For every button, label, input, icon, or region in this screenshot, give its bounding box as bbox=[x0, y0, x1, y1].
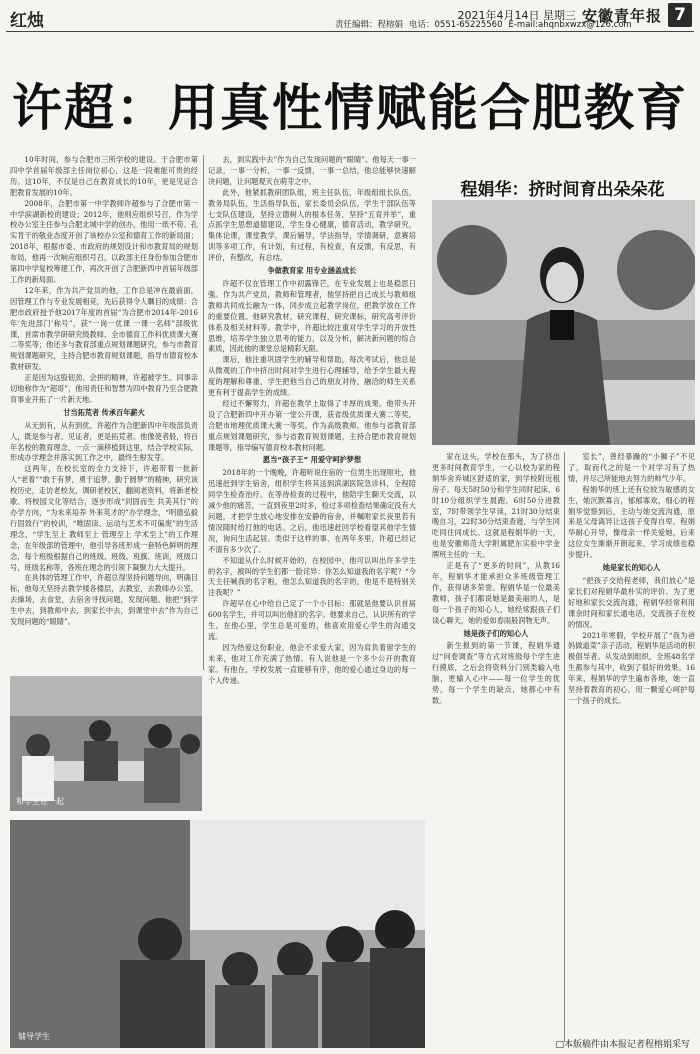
article-column-2 bbox=[208, 155, 416, 815]
photo-caption: 和学生在一起 bbox=[16, 797, 64, 806]
section-label: 红烛 bbox=[10, 11, 44, 31]
subheading: 愿当“孩子王” 用爱守呵护梦想 bbox=[262, 455, 362, 465]
classroom-photo-image bbox=[10, 676, 202, 811]
paragraph: 去，到实践中去”作为自己发现问题的“眼睛”。他每天一事一记录，一事一分析，一事一反馈，一事一总结，他总能够快速解决问题，让问题观灭在萌芽之中。 bbox=[208, 155, 416, 186]
paragraph: 此外，他紧抓教研团队组，班主任队伍，年级组组长队伍，教务局队伍，生活指导队伍，家长委员会队伍，学生干部队伍等七支队伍建设，坚持立德树人的根本任务，坚持“五育并举”，重点抓学生思想道德建设，学生身心健康，德育活动，教学研究，集体论课，课堂教学，课后辅导，学法指导，学情调研，意赛培训等多项工作，有计划，有过程，有检查，有反馈，有反思，有评价，有整改，有总结。 bbox=[208, 187, 416, 263]
paragraph: 10年时间，参与合肥市三所学校的建设。于合肥市第四中学首届年级部主任岗位初心，这是一段难能可贵的经历。这10年，不仅是自己在教育成长的10年，更是见证合肥教育发展的10年。 bbox=[10, 155, 198, 197]
paragraph: 正是因为这股韧劲、会拼的精神，许超被学生、同事亲切地称作为“超哥”，他用责任和智慧为四中教育乃至合肥教育事业开拓了一片新天地。 bbox=[10, 373, 198, 404]
subheading: 争做教育家 用专业涵盖成长 bbox=[267, 266, 357, 276]
paragraph: 12年来，作为共产党员的他，工作总是冲在最前面，因管理工作与专业发展相竞，先后获得令人瞩目的成绩：合肥市政府授予他2017年度的首届“为合肥市2014年-2016年‘先进部门’称号”，获“一岗一优课 一课一名师”部级优课，首席市教学研研究级教师、全市德育工作科优质课大赛二等奖等；他还多与教育部重点规划课题研究，参与市教育规划课题研究，主持合肥市教育规划课题，指导市德育校本教材研发。 bbox=[10, 285, 198, 372]
paragraph: 家在这头，学校在那头，为了挤出更多时间教育学生，一心以校为家的程娟华舍弃城区舒适的家，到学校附近租房子。每天5时50分和学生同时起床，6时10分组织学生晨跑，6时50分进教室，7时带领学生早读，21时30分结束晚自习，22时30分结束查寝，与学生同吃同住同成长。这就是程娟华的一天，也是安徽师范大学附属肥东实验中学金牌班主任的一天。 bbox=[432, 452, 560, 560]
article-column-1 bbox=[10, 155, 198, 672]
subheading: 她是家长的知心人 bbox=[602, 563, 661, 573]
paragraph: 许超不仅在管理工作中初露锋芒，在专业发展上也是稳思日强。作为共产党员，教师和管理者，他坚持把自己成长与教师组教师共同成长融为一体，同步成立起教学岗位，把教学放在工作的重要位置。他研究教材，研究课程，研究课标，研究高考评价体系及相关材料等。教学中，许超比较注重对学生学习的开放性思维，培养学生独立思考的能力，以及分析，解决新问题的综合素质，因此他的课堂总是精彩无限。 bbox=[208, 278, 416, 354]
page-number: 7 bbox=[668, 3, 692, 27]
subheading: 甘当拓荒者 传承百年薪火 bbox=[63, 407, 145, 417]
paragraph: “把孩子交给程老师，我们放心”是家长们对程娟华最朴实的评价。为了更好地和家长交流沟通，程娟华经常利用课余时间和家长通电话，交流孩子在校的情况。 bbox=[568, 575, 695, 629]
sidebar-title: 程娟华：挤时间育出朵朵花 bbox=[460, 180, 665, 200]
paragraph: 在具体的管理工作中，许超总得坚持问题导向，明确目标，他每天坚持去教学楼各楼层，去教室，去教师办公室，去操场，去食堂，去宿舍寻找问题，发现问题。他把“到学生中去，到教师中去，到家长中去，到课堂中去”作为自己发现问题的“眼睛”。 bbox=[10, 573, 198, 627]
photo-classroom bbox=[10, 676, 202, 811]
paragraph: 经过不懈努力，许超在教学上取得了丰厚的成果。他带头开设了合肥新四中开办第一堂公开课，获省级优质课大赛二等奖，合肥市地理优质课大赛一等奖。作为高级教师，他参与省教育部重点规划课题研究，参与省教育规划课题，主持合肥市教育规划课题等，指导编写德育校本教材问题。 bbox=[208, 398, 416, 452]
paragraph: 正是有了“更多的时间”，从教16年，程娟华才能承担众多班级管理工作，获得诸多荣誉。程娟华是一位最美教师，孩子们都说她是最美丽的人，是每一个孩子的知心人，她经常跟孩子们谈心聊天，她的爱如春雨般润物无声。 bbox=[432, 561, 560, 625]
photo-tutoring bbox=[10, 820, 425, 1048]
portrait-photo-image bbox=[432, 200, 695, 445]
paragraph: 新生报到的第一节课，程娟华通过“问卷调查”等方式对班级每个学生进行摸底，之后会将资料分门别类输入电脑，更输入心中——每一位学生的优势，每一个学生的缺点，她都心中有数。 bbox=[432, 641, 560, 705]
paragraph: 因为热爱这份职业，他会不求爱大家，因为肩负着留学生的未来，他对工作充满了热情。有人说他是一个多少公开的教育家。有他在，学校发展一直能够有序，他的爱心通过身边的每一个人传递。 bbox=[208, 642, 416, 685]
page-headline: 许超：用真性情赋能合肥教育 bbox=[12, 79, 688, 137]
paragraph: 课后，他注重巩固学生的辅导和帮助，每次考试后，他总是从微观的工作中挤出时间对学生进行心理辅导，给予学生最大程度的理解和尊重，学生把他当自己的朋友对待，融洽的师生关系更有利于提高学生的成绩。 bbox=[208, 355, 416, 398]
sidebar-column-2 bbox=[568, 452, 695, 1032]
column-divider bbox=[564, 452, 565, 1042]
paragraph: 从无到有，从有到优。许超作为合肥新四中年级部负责人，既是参与者、见证者，更是拓荒者。他像使者般，将百年名校的教育理念，一点一滴移植到这里，结合学校实际，形成办学理念并落实到工作之中，最终生根发芽。 bbox=[10, 420, 198, 463]
paragraph: 许超早在心中给自己定了一个小目标：那就是他要认识首届600名学生，并可以叫出他们的名字。他要求自己，认识所有的学生。在他心里，学生总是可爱的，他喜欢用爱心学生的沟通交流。 bbox=[208, 599, 416, 641]
photo-caption: 辅导学生 bbox=[18, 1032, 50, 1041]
photo-portrait bbox=[432, 200, 695, 445]
paragraph: 室长”，曾经暴躁的“小狮子”不见了，取而代之的是一个对学习有了热情，并尽己所能地去努力的帅气少年。 bbox=[568, 452, 695, 483]
header-rule bbox=[6, 31, 694, 32]
paragraph: 2018年的一个晚晚，许超听说住宿的一位男生出现呕吐，他迅速赶到学生宿舍，组织学生将其送到滨湖医院急诊科，全程陪同学生检查治疗。在等待检查的过程中，他陪学生聊天交流，以减少他的痛苦，一直到夜里2时多，检过多项检查结果确定没有大问题，才把学生放心地安排在安静的宿舍，并嘱咐家长夜里若有情况随时给打他的电话。之后，他迅速赶回学校看望其他学生情况，询问生活起居。类似于这样的事，在两年多里，许超已经记不清有多少次了。 bbox=[208, 468, 416, 554]
paragraph: 程娟华的班上还有位较为敏感的女生，她沉默寡言，郁郁寡欢，细心的程娟华觉察到后，主动与她交流沟通，原来是父母离异让这孩子变得自卑。程娟华耐心开导，像母亲一样关爱她，后来这位女生渐渐开朗起来，学习成绩也稳步提升。 bbox=[568, 484, 695, 560]
paragraph: 2008年，合肥市第一中学教师许超参与了合肥市第一中学滨湖新校的建设；2012年，他则应组织号召，作为学校办公室主任参与合肥北城中学的创办，他用一纸不苟、孔实肯干的敬业态度开创了该校办公室和德育工作的新局面；2018年，根据市委、市政府的规划设计和市教育局的规划布局，他再一次响应组织号召，以政部主任身份参加合肥市第四中学复校筹建工作，再次开创了合肥新四中首届年级部工作的新局面。 bbox=[10, 198, 198, 284]
sidebar-column-1 bbox=[432, 452, 560, 1047]
column-divider bbox=[203, 155, 204, 670]
paragraph: 不知道从什么时候开始的，在校园中，他可以叫出许多学生的名字，被叫的学生们都一脸诧异：你怎么知道我的名字呢？“今天主任喊我的名字啦，他怎么知道我的名字的，他是不是特别关注我呢？” bbox=[208, 555, 416, 598]
byline-footer: □本版稿件由本报记者程榕娟采写 bbox=[555, 1040, 690, 1050]
masthead: 安徽青年报 bbox=[581, 6, 662, 25]
subheading: 她是孩子们的知心人 bbox=[463, 628, 529, 638]
issue-date: 2021年4月14日 星期三 bbox=[457, 9, 576, 22]
paragraph: 2021年寒假，学校开展了“我为爸妈做道菜”亲子活动，程娟华是活动的积极倡导者。从发动到组织，全班48名学生都参与其中，收到了很好的效果。16年来，程娟华的学生遍布各地，她一直坚持着教育的初心，用一颗爱心呵护每一个孩子的成长。 bbox=[568, 630, 695, 705]
tutoring-photo-image bbox=[10, 820, 425, 1048]
paragraph: 这两年，在校长室的全力支持下，许超带着一批新人“老着”“敢于有梦，勇于追梦，勤于圆梦”的精神，研究该校历史，走访老校友，调研老校区，翻阅老资料，将新老校歌、将校园文化等结合，逐步形成“同固而生 共美其行”的办学方向，“为未来培养 外来英才的”办学理念，“明德弘毅 行固致行”的校训，“唯固读、运动与艺术不可偏废”的生活理念，“学生至上 教师至上 管理至上 学术至上”的工作理念，在年级部的管理中，他引导各班形成一套特色鲜明的理念，每个班级根据自己的班级、班级、班旗、班训，班级口号，班级名称等，各班在理念的引领下凝聚力大大提升。 bbox=[10, 464, 198, 572]
editor-info: 责任编辑：程榕娟 电话：0551-65225560 E-mail:ahqnbxwzx@126.com bbox=[335, 20, 632, 30]
